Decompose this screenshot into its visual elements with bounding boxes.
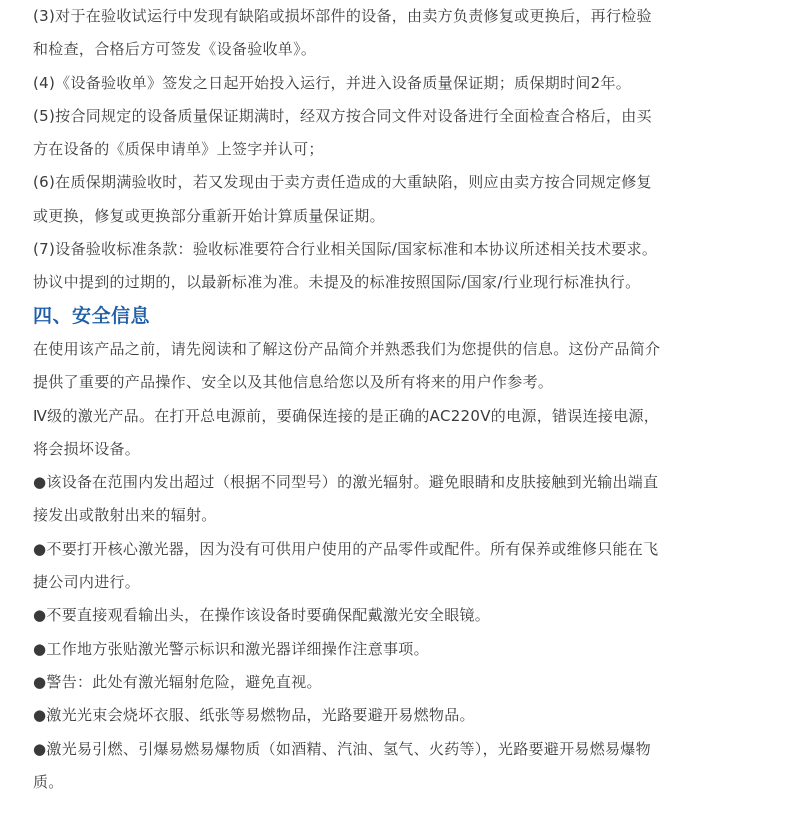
bullet-7-line-2: 质。 — [33, 772, 64, 791]
bullet-3-line-1: ●不要直接观看输出头，在操作该设备时要确保配戴激光安全眼镜。 — [33, 606, 491, 625]
bullet-2-line-2: 捷公司内进行。 — [33, 573, 141, 592]
section-heading: 四、安全信息 — [33, 304, 151, 327]
bullet-1-line-2: 接发出或散射出来的辐射。 — [33, 506, 217, 525]
acceptance-clauses — [33, 0, 763, 300]
clause-6-line-2: 或更换，修复或更换部分重新开始计算质量保证期。 — [33, 206, 385, 225]
clause-6-line-1: (6)在质保期满验收时，若又发现由于卖方责任造成的大重缺陷，则应由卖方按合同规定修复 — [33, 173, 652, 192]
bullet-2-line-1: ●不要打开核心激光器，因为没有可供用户使用的产品零件或配件。所有保养或维修只能在飞 — [33, 539, 659, 558]
clause-7-line-2: 协议中提到的过期的，以最新标准为准。未提及的标准按照国际/国家/行业现行标准执行。 — [33, 273, 641, 292]
bullet-5-line-1: ●警告：此处有激光辐射危险，避免直视。 — [33, 672, 322, 691]
bullet-1-line-1: ●该设备在范围内发出超过（根据不同型号）的激光辐射。避免眼睛和皮肤接触到光输出端直 — [33, 473, 659, 492]
intro-line-2: 提供了重要的产品操作、安全以及其他信息给您以及所有将来的用户作参考。 — [33, 373, 554, 392]
bullet-4-line-1: ●工作地方张贴激光警示标识和激光器详细操作注意事项。 — [33, 639, 429, 658]
intro-line-1: 在使用该产品之前，请先阅读和了解这份产品简介并熟悉我们为您提供的信息。这份产品简介 — [33, 339, 661, 358]
safety-section — [33, 300, 763, 799]
document-page — [33, 0, 763, 799]
clause-4-line-1: (4)《设备验收单》签发之日起开始投入运行，并进入设备质量保证期；质保期时间2年。 — [33, 73, 632, 92]
clause-3-line-2: 和检查，合格后方可签发《设备验收单》。 — [33, 40, 317, 59]
clause-5-line-1: (5)按合同规定的设备质量保证期满时，经双方按合同文件对设备进行全面检查合格后，由买 — [33, 106, 652, 125]
laser-class-line-2: 将会损坏设备。 — [33, 439, 141, 458]
bullet-6-line-1: ●激光光束会烧坏衣服、纸张等易燃物品，光路要避开易燃物品。 — [33, 706, 475, 725]
clause-3-line-1: (3)对于在验收试运行中发现有缺陷或损坏部件的设备，由卖方负责修复或更换后，再行检验 — [33, 7, 652, 25]
clause-5-line-2: 方在设备的《质保申请单》上签字并认可； — [33, 140, 324, 159]
laser-class-line-1: Ⅳ级的激光产品。在打开总电源前，要确保连接的是正确的AC220V的电源，错误连接电源， — [33, 406, 660, 425]
clause-7-line-1: (7)设备验收标准条款：验收标准要符合行业相关国际/国家标准和本协议所述相关技术要求。 — [33, 240, 658, 259]
bullet-7-line-1: ●激光易引燃、引爆易燃易爆物质（如酒精、汽油、氢气、火药等），光路要避开易燃易爆物 — [33, 739, 651, 758]
